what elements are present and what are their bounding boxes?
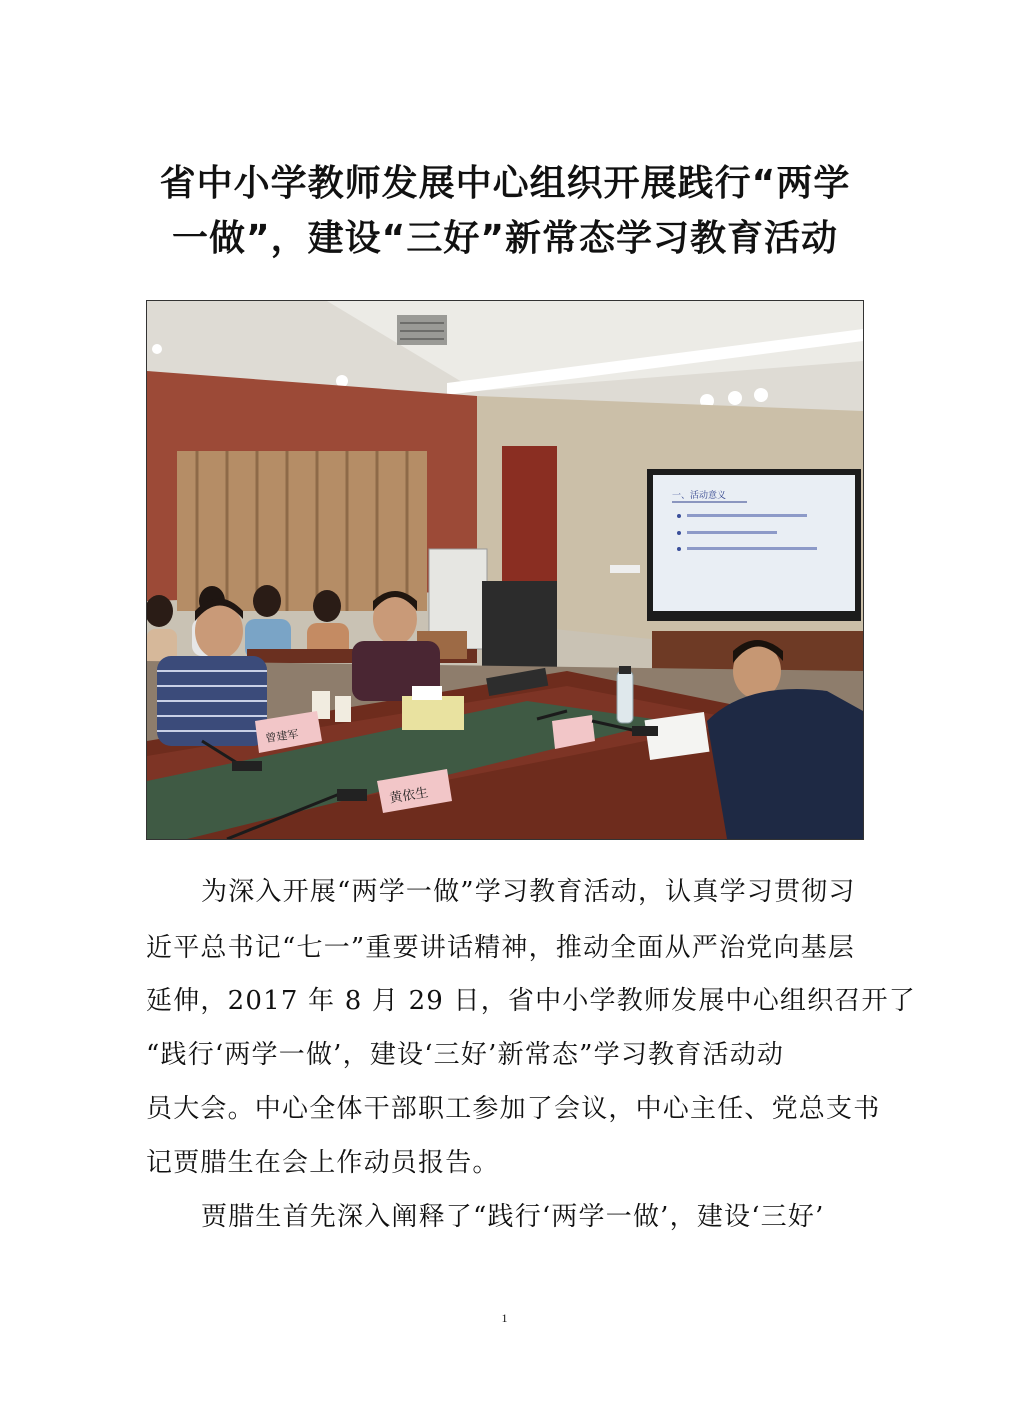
name-card-1: 曾建军 <box>264 727 300 745</box>
paragraph-2-line-1: 贾腊生首先深入阐释了“践行‘两学一做’，建设‘三好’ <box>201 1202 825 1232</box>
paragraph-1-line-3: 延伸，2017 年 8 月 29 日，省中小学教师发展中心组织召开了 <box>146 986 916 1016</box>
article-title-line-2: 一做”，建设“三好”新常态学习教育活动 <box>172 218 838 259</box>
paragraph-1-line-4: “践行‘两学一做’，建设‘三好’新常态”学习教育活动动 <box>146 1040 785 1070</box>
page-number: 1 <box>501 1311 508 1325</box>
name-card-2: 黄依生 <box>388 785 430 807</box>
paragraph-1-line-5: 员大会。中心全体干部职工参加了会议，中心主任、党总支书 <box>146 1094 881 1124</box>
paragraph-1-line-1: 为深入开展“两学一做”学习教育活动，认真学习贯彻习 <box>201 877 856 907</box>
paragraph-1-line-6: 记贾腊生在会上作动员报告。 <box>146 1148 500 1178</box>
screen-heading: 一、活动意义 <box>672 491 727 501</box>
meeting-photo <box>146 300 864 840</box>
article-title-line-1: 省中小学教师发展中心组织开展践行“两学 <box>159 163 851 204</box>
paragraph-1-line-2: 近平总书记“七一”重要讲话精神，推动全面从严治党向基层 <box>146 933 855 963</box>
